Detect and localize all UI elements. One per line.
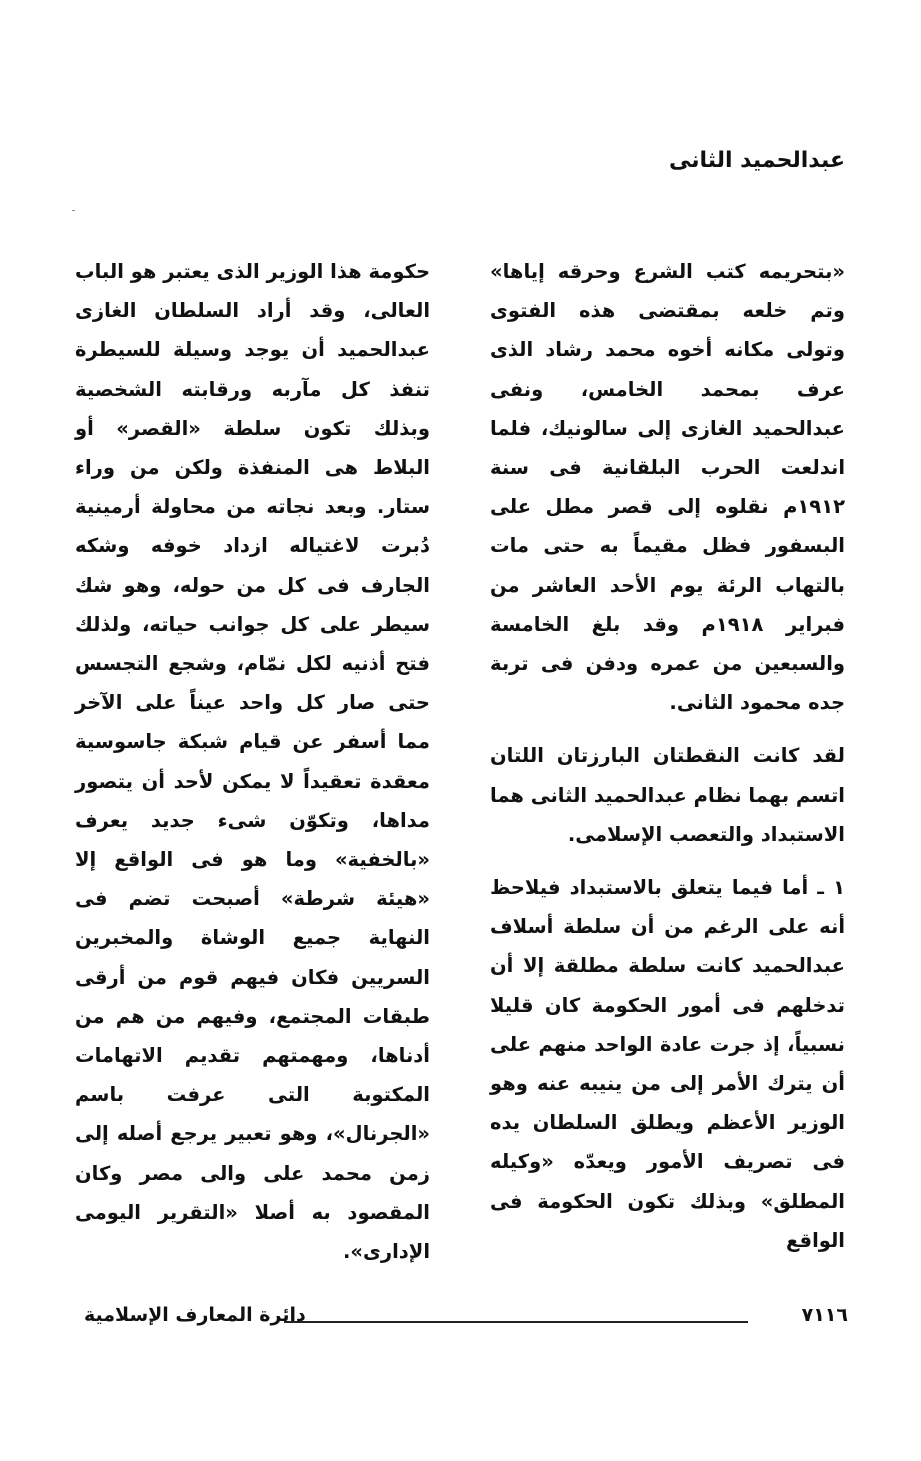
- text-column-left: [75, 252, 430, 1285]
- publication-title: دائرة المعارف الإسلامية: [84, 1304, 306, 1326]
- body-paragraph: ١ ـ أما فيما يتعلق بالاستبداد فيلاحظ أنه على الرغم من أن سلطة أسلاف عبدالحميد كانت سلطة مطلقة إلا أن تدخلهم فى أمور الحكومة كان قليلا نسبياً، إذ جرت عادة الواحد منهم على أن يترك الأمر إلى من ينيبه عنه وهو الوزير الأعظم ويطلق السلطان يده فى تصريف الأمور ويعدّه «وكيله المطلق» وبذلك تكون الحكومة فى الواقع: [490, 876, 845, 1252]
- page-footer: [84, 1304, 848, 1334]
- scan-speck: [72, 210, 75, 211]
- body-paragraph: «بتحريمه كتب الشرع وحرقه إياها» وتم خلعه بمقتضى هذه الفتوى وتولى مكانه أخوه محمد رشاد الذى عرف بمحمد الخامس، ونفى عبدالحميد الغازى إلى سالونيك، فلما اندلعت الحرب البلقانية فى سنة ١٩١٢م نقلوه إلى قصر مطل على البسفور فظل مقيماً به حتى مات بالتهاب الرئة يوم الأحد العاشر من فبراير ١٩١٨م وقد بلغ الخامسة والسبعين من عمره ودفن فى تربة جده محمود الثانى.: [490, 260, 845, 715]
- running-title: عبدالحميد الثانى: [668, 148, 845, 173]
- page-number: ٧١١٦: [801, 1304, 848, 1326]
- text-column-right: [490, 252, 845, 1274]
- body-paragraph: لقد كانت النقطتان البارزتان اللتان اتسم بهما نظام عبدالحميد الثانى هما الاستبداد والتعصب الإسلامى.: [490, 744, 845, 846]
- body-paragraph: حكومة هذا الوزير الذى يعتبر هو الباب العالى، وقد أراد السلطان الغازى عبدالحميد أن يوجد وسيلة للسيطرة تنفذ كل مآربه ورقابته الشخصية وبذلك تكون سلطة «القصر» أو البلاط هى المنفذة ولكن من وراء ستار. وبعد نجاته من محاولة أرمينية دُبرت لاغتياله ازداد خوفه وشكه الجارف فى كل من حوله، وهو شك سيطر على كل جوانب حياته، ولذلك فتح أذنيه لكل نمّام، وشجع التجسس حتى صار كل واحد عيناً على الآخر مما أسفر عن قيام شبكة جاسوسية معقدة تعقيداً لا يمكن لأحد أن يتصور مداها، وتكوّن شىء جديد يعرف «بالخفية» وما هو فى الواقع إلا «هيئة شرطة» أصبحت تضم فى النهاية جميع الوشاة والمخبرين السريين فكان فيهم قوم من أرقى طبقات المجتمع، وفيهم من هم من أدناها، ومهمتهم تقديم الاتهامات المكتوبة التى عرفت باسم «الجرنال»، وهو تعبير يرجع أصله إلى زمن محمد على والى مصر وكان المقصود به أصلا «التقرير اليومى الإدارى».: [75, 260, 430, 1264]
- footer-rule: [284, 1321, 748, 1323]
